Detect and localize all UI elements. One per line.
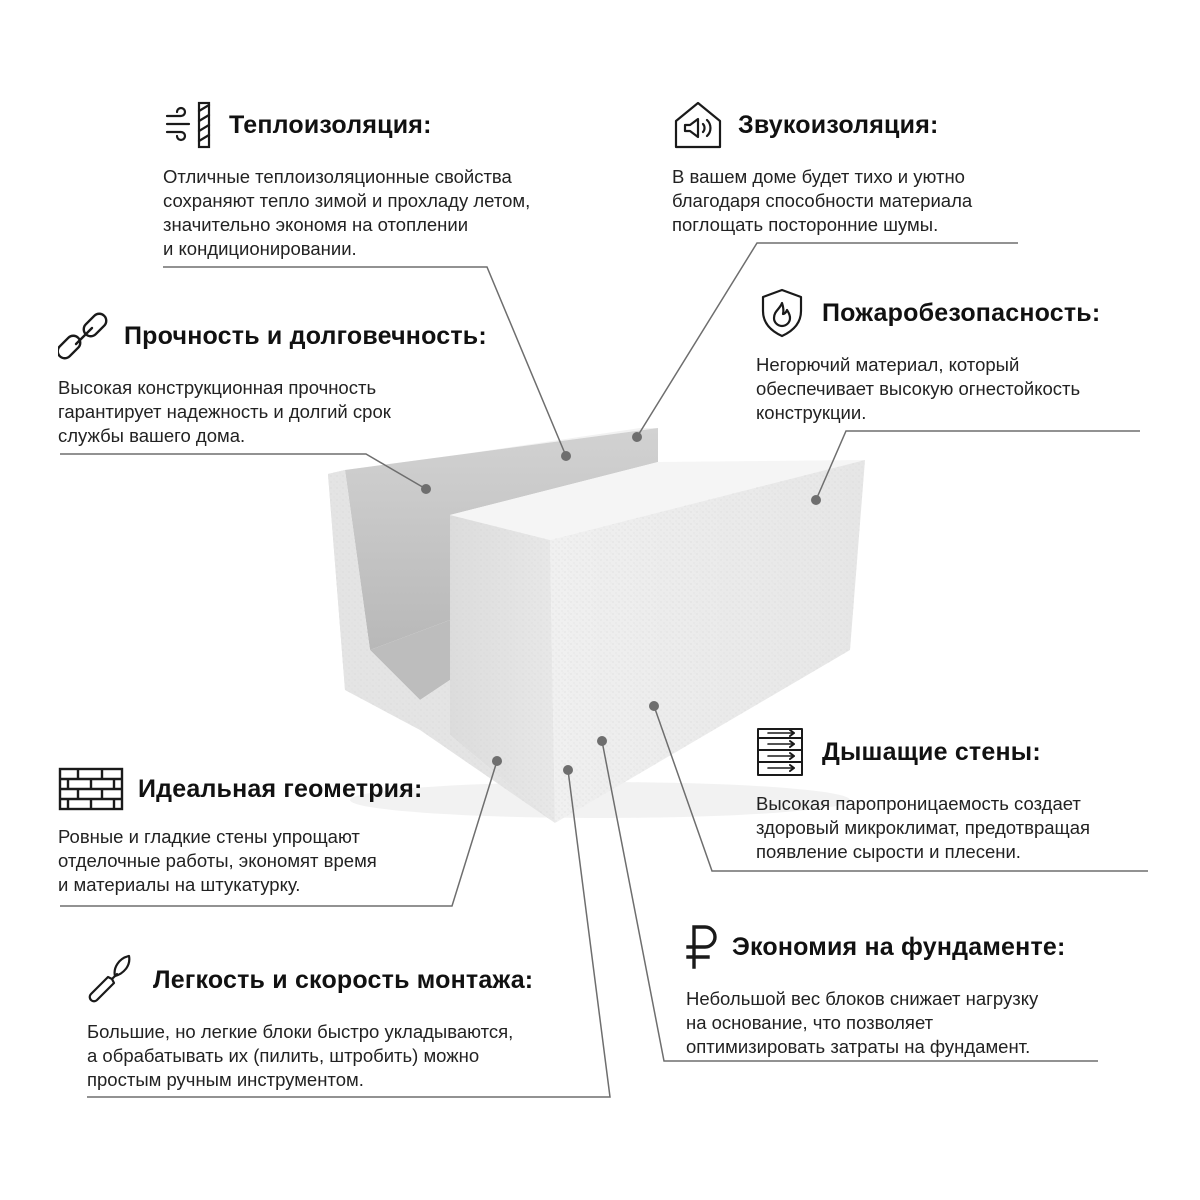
feature-title: Идеальная геометрия: [138, 774, 423, 803]
dot-mounting [563, 765, 573, 775]
feature-title: Пожаробезопасность: [822, 298, 1101, 327]
brick-wall-icon [58, 767, 124, 811]
dot-fire [811, 495, 821, 505]
dot-strength [421, 484, 431, 494]
wind-wall-icon [163, 99, 215, 151]
feature-title: Дышащие стены: [822, 737, 1041, 766]
house-speaker-icon [672, 99, 724, 151]
texture-end [450, 515, 555, 823]
feature-description: Негорючий материал, который обеспечивает высокую огнестойкость конструкции. [756, 354, 1081, 423]
feature-geometry [58, 767, 423, 897]
feature-description: Ровные и гладкие стены упрощают отделочные работы, экономят время и материалы на штукатурку. [58, 826, 377, 895]
trowel-icon [87, 954, 139, 1006]
feature-title: Прочность и долговечность: [124, 321, 487, 350]
feature-description: В вашем доме будет тихо и уютно благодаря способности материала поглощать посторонние шумы. [672, 166, 973, 235]
feature-fire [756, 287, 1100, 425]
feature-title: Экономия на фундаменте: [732, 932, 1066, 961]
feature-title: Звукоизоляция: [738, 110, 939, 139]
feature-title: Теплоизоляция: [229, 110, 432, 139]
feature-thermal [163, 99, 530, 261]
feature-description: Большие, но легкие блоки быстро укладываются, а обрабатывать их (пилить, штробить) можно простым ручным инструментом. [87, 1021, 514, 1090]
dot-geometry [492, 756, 502, 766]
dot-sound [632, 432, 642, 442]
dot-foundation [597, 736, 607, 746]
feature-mounting [87, 954, 533, 1092]
wall-arrows-icon [756, 726, 808, 778]
feature-breathing [756, 726, 1090, 864]
feature-foundation [686, 921, 1066, 1059]
feature-description: Высокая паропроницаемость создает здоровый микроклимат, предотвращая появление сырости и плесени. [756, 793, 1091, 862]
feature-description: Отличные теплоизоляционные свойства сохраняют тепло зимой и прохладу летом, значительно экономя на отоплении и кондиционировании. [163, 166, 531, 259]
dot-thermal [561, 451, 571, 461]
feature-strength [58, 310, 487, 448]
feature-description: Высокая конструкционная прочность гарантирует надежность и долгий срок службы вашего дома. [58, 377, 391, 446]
feature-sound [672, 99, 972, 237]
shield-flame-icon [756, 287, 808, 339]
ruble-icon [686, 921, 718, 973]
leader-fire [816, 431, 1140, 500]
dot-breathing [649, 701, 659, 711]
chain-link-icon [58, 310, 110, 362]
feature-title: Легкость и скорость монтажа: [153, 965, 534, 994]
feature-description: Небольшой вес блоков снижает нагрузку на основание, что позволяет оптимизировать затраты на фундамент. [686, 988, 1039, 1057]
